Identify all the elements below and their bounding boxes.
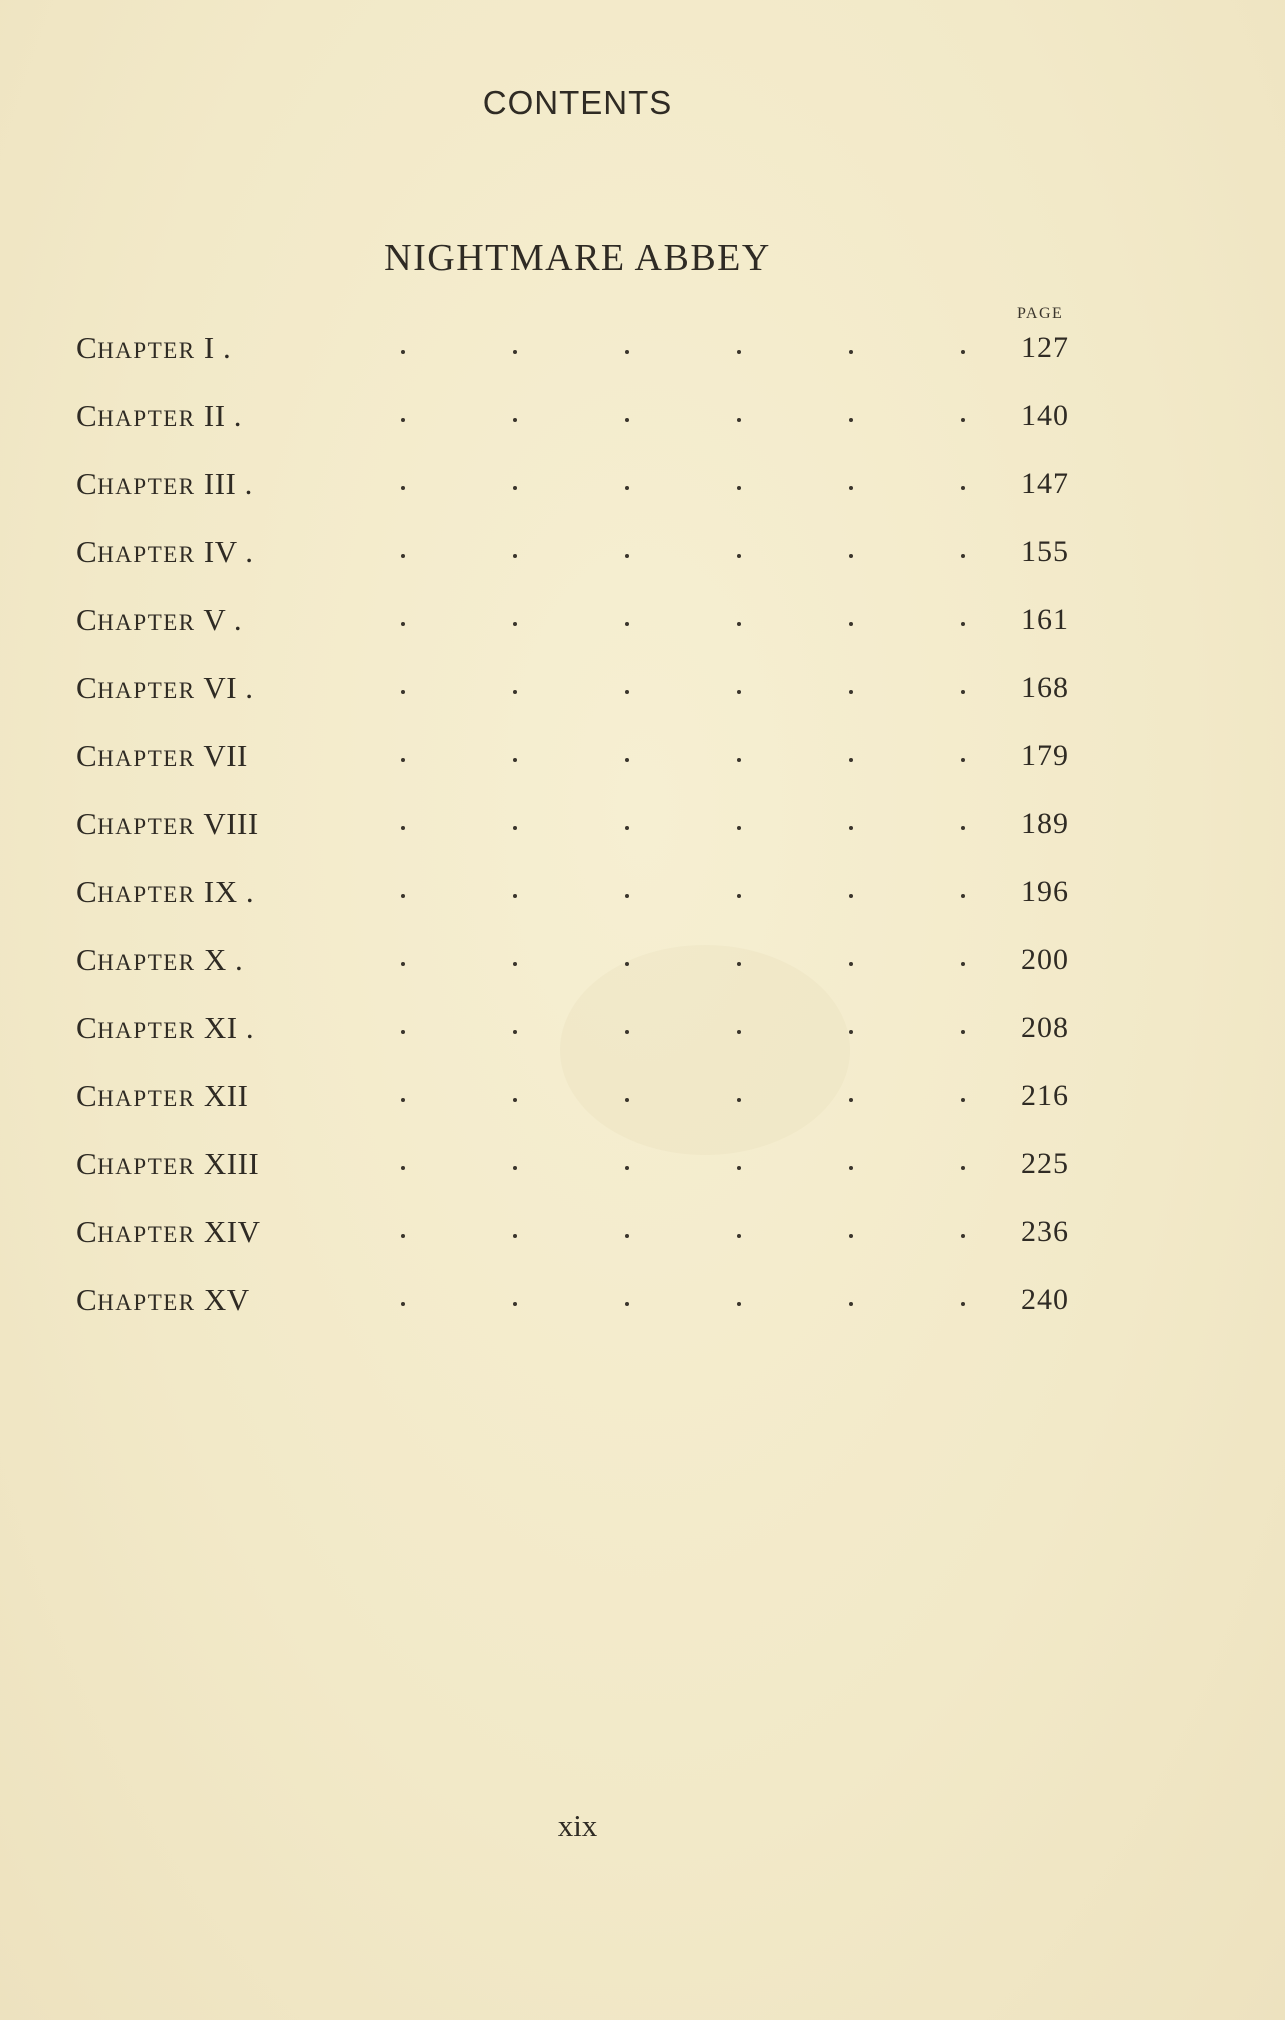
chapter-label-initial: C <box>76 738 98 773</box>
chapter-label-initial: C <box>76 1214 98 1249</box>
leader-dot <box>849 418 853 422</box>
leader-dot <box>961 1234 965 1238</box>
toc-entry <box>76 394 1076 462</box>
leader-dot <box>513 962 517 966</box>
leader-dot <box>625 1302 629 1306</box>
table-of-contents <box>76 326 1076 1346</box>
leader-dot <box>737 758 741 762</box>
leader-dot <box>961 690 965 694</box>
leader-dots <box>401 326 961 370</box>
leader-dot <box>625 1030 629 1034</box>
leader-dot <box>737 690 741 694</box>
chapter-label-smallcaps: HAPTER <box>97 1290 196 1315</box>
leader-dot <box>737 962 741 966</box>
toc-entry <box>76 462 1076 530</box>
chapter-label-initial: C <box>76 466 98 501</box>
leader-dot <box>625 1234 629 1238</box>
chapter-label <box>76 1142 259 1189</box>
leader-dots <box>401 1142 961 1186</box>
chapter-label-smallcaps: HAPTER <box>97 1222 196 1247</box>
page-folio: xix <box>557 1808 598 1843</box>
leader-dot <box>513 554 517 558</box>
leader-dot <box>401 1030 405 1034</box>
chapter-label-initial: C <box>76 534 98 569</box>
chapter-label-initial: C <box>76 670 98 705</box>
chapter-label-initial: C <box>76 1146 98 1181</box>
page-number: 236 <box>1021 1215 1069 1248</box>
chapter-label-smallcaps: HAPTER <box>97 1018 196 1043</box>
leader-dot <box>625 622 629 626</box>
chapter-numeral: IX . <box>203 874 255 909</box>
leader-dot <box>849 826 853 830</box>
toc-entry <box>76 530 1076 598</box>
leader-dot <box>737 1030 741 1034</box>
leader-dot <box>513 1302 517 1306</box>
leader-dot <box>961 894 965 898</box>
page-number: 161 <box>1021 603 1069 636</box>
page-number: 179 <box>1021 739 1069 772</box>
leader-dot <box>401 1098 405 1102</box>
toc-entry <box>76 734 1076 802</box>
chapter-label-initial: C <box>76 602 98 637</box>
leader-dots <box>401 1210 961 1254</box>
section-title: NIGHTMARE ABBEY <box>384 237 771 279</box>
leader-dot <box>849 690 853 694</box>
toc-entry <box>76 666 1076 734</box>
leader-dot <box>513 622 517 626</box>
chapter-label <box>76 1006 254 1053</box>
leader-dots <box>401 1074 961 1118</box>
chapter-label-initial: C <box>76 1078 98 1113</box>
leader-dot <box>513 418 517 422</box>
leader-dot <box>401 690 405 694</box>
chapter-numeral: IV . <box>203 534 254 569</box>
chapter-label-smallcaps: HAPTER <box>97 1154 196 1179</box>
leader-dot <box>737 350 741 354</box>
leader-dots <box>401 802 961 846</box>
chapter-label <box>76 326 231 373</box>
chapter-label <box>76 802 259 849</box>
leader-dot <box>849 350 853 354</box>
leader-dots <box>401 598 961 642</box>
leader-dot <box>513 486 517 490</box>
chapter-numeral: II . <box>203 398 243 433</box>
page-number: 189 <box>1021 807 1069 840</box>
chapter-numeral: X . <box>203 942 244 977</box>
running-head: CONTENTS <box>482 84 673 121</box>
chapter-numeral: XI . <box>203 1010 255 1045</box>
toc-entry <box>76 1074 1076 1142</box>
toc-entry <box>76 598 1076 666</box>
chapter-numeral: XII <box>203 1078 249 1113</box>
leader-dot <box>401 758 405 762</box>
chapter-label-smallcaps: HAPTER <box>97 338 196 363</box>
chapter-numeral: I . <box>203 330 232 365</box>
leader-dot <box>513 894 517 898</box>
leader-dots <box>401 938 961 982</box>
page-number: 216 <box>1021 1079 1069 1112</box>
page-column-label: PAGE <box>1017 305 1064 322</box>
leader-dot <box>737 826 741 830</box>
page-number: 155 <box>1021 535 1069 568</box>
chapter-label-initial: C <box>76 1010 98 1045</box>
page-number: 200 <box>1021 943 1069 976</box>
page-number: 225 <box>1021 1147 1069 1180</box>
chapter-label <box>76 938 243 985</box>
leader-dot <box>625 350 629 354</box>
chapter-numeral: VIII <box>203 806 259 841</box>
leader-dot <box>401 554 405 558</box>
leader-dot <box>625 486 629 490</box>
leader-dot <box>737 1302 741 1306</box>
leader-dot <box>513 1166 517 1170</box>
toc-entry <box>76 1278 1076 1346</box>
chapter-label-initial: C <box>76 874 98 909</box>
leader-dot <box>961 758 965 762</box>
chapter-numeral: XV <box>203 1282 250 1317</box>
chapter-label-initial: C <box>76 942 98 977</box>
leader-dot <box>737 1234 741 1238</box>
leader-dots <box>401 530 961 574</box>
chapter-numeral: VII <box>203 738 248 773</box>
leader-dot <box>401 1166 405 1170</box>
leader-dot <box>849 1030 853 1034</box>
page-number: 140 <box>1021 399 1069 432</box>
chapter-label <box>76 870 254 917</box>
leader-dots <box>401 462 961 506</box>
leader-dot <box>849 758 853 762</box>
chapter-numeral: VI . <box>203 670 254 705</box>
leader-dot <box>625 962 629 966</box>
chapter-numeral: V . <box>203 602 243 637</box>
leader-dot <box>961 1098 965 1102</box>
chapter-label-smallcaps: HAPTER <box>97 746 196 771</box>
leader-dot <box>513 690 517 694</box>
chapter-label <box>76 462 253 509</box>
leader-dot <box>849 486 853 490</box>
leader-dot <box>625 1166 629 1170</box>
page-number: 168 <box>1021 671 1069 704</box>
chapter-label <box>76 1210 261 1257</box>
leader-dot <box>737 554 741 558</box>
leader-dots <box>401 734 961 778</box>
page-number: 127 <box>1021 331 1069 364</box>
chapter-numeral: III . <box>203 466 253 501</box>
leader-dot <box>401 486 405 490</box>
leader-dot <box>625 554 629 558</box>
page-number: 147 <box>1021 467 1069 500</box>
chapter-label-initial: C <box>76 330 98 365</box>
chapter-label-smallcaps: HAPTER <box>97 950 196 975</box>
leader-dot <box>401 350 405 354</box>
chapter-label-smallcaps: HAPTER <box>97 1086 196 1111</box>
leader-dot <box>961 1166 965 1170</box>
leader-dot <box>961 350 965 354</box>
chapter-label-initial: C <box>76 806 98 841</box>
toc-entry <box>76 1210 1076 1278</box>
toc-entry <box>76 938 1076 1006</box>
leader-dot <box>961 554 965 558</box>
leader-dot <box>401 894 405 898</box>
page-number: 240 <box>1021 1283 1069 1316</box>
chapter-label <box>76 666 254 713</box>
leader-dot <box>961 826 965 830</box>
toc-entry <box>76 1006 1076 1074</box>
chapter-numeral: XIV <box>203 1214 261 1249</box>
chapter-label <box>76 1278 250 1325</box>
leader-dot <box>513 1098 517 1102</box>
leader-dot <box>625 418 629 422</box>
leader-dot <box>737 418 741 422</box>
leader-dot <box>401 826 405 830</box>
leader-dot <box>401 1302 405 1306</box>
page-number: 208 <box>1021 1011 1069 1044</box>
chapter-label <box>76 734 248 781</box>
leader-dot <box>737 486 741 490</box>
leader-dots <box>401 1006 961 1050</box>
leader-dot <box>961 962 965 966</box>
leader-dot <box>737 1098 741 1102</box>
toc-entry <box>76 870 1076 938</box>
leader-dot <box>849 1098 853 1102</box>
chapter-label <box>76 530 254 577</box>
leader-dot <box>961 622 965 626</box>
chapter-label <box>76 394 242 441</box>
leader-dots <box>401 870 961 914</box>
leader-dot <box>961 486 965 490</box>
chapter-label-initial: C <box>76 398 98 433</box>
leader-dot <box>849 622 853 626</box>
leader-dot <box>849 554 853 558</box>
chapter-label-smallcaps: HAPTER <box>97 678 196 703</box>
leader-dot <box>401 622 405 626</box>
leader-dot <box>401 1234 405 1238</box>
leader-dots <box>401 666 961 710</box>
chapter-label-smallcaps: HAPTER <box>97 610 196 635</box>
leader-dot <box>849 1166 853 1170</box>
chapter-label-initial: C <box>76 1282 98 1317</box>
toc-entry <box>76 1142 1076 1210</box>
chapter-label-smallcaps: HAPTER <box>97 814 196 839</box>
leader-dot <box>849 1234 853 1238</box>
leader-dots <box>401 394 961 438</box>
chapter-label-smallcaps: HAPTER <box>97 474 196 499</box>
chapter-label <box>76 1074 248 1121</box>
leader-dot <box>513 350 517 354</box>
toc-entry <box>76 326 1076 394</box>
leader-dot <box>625 826 629 830</box>
leader-dots <box>401 1278 961 1322</box>
leader-dot <box>849 962 853 966</box>
leader-dot <box>849 1302 853 1306</box>
leader-dot <box>513 1234 517 1238</box>
chapter-label-smallcaps: HAPTER <box>97 406 196 431</box>
chapter-label <box>76 598 242 645</box>
leader-dot <box>513 1030 517 1034</box>
leader-dot <box>625 690 629 694</box>
chapter-numeral: XIII <box>203 1146 260 1181</box>
leader-dot <box>961 1302 965 1306</box>
leader-dot <box>737 622 741 626</box>
leader-dot <box>513 758 517 762</box>
chapter-label-smallcaps: HAPTER <box>97 542 196 567</box>
leader-dot <box>737 1166 741 1170</box>
leader-dot <box>401 418 405 422</box>
leader-dot <box>961 1030 965 1034</box>
chapter-label-smallcaps: HAPTER <box>97 882 196 907</box>
leader-dot <box>401 962 405 966</box>
leader-dot <box>625 758 629 762</box>
leader-dot <box>625 1098 629 1102</box>
page-number: 196 <box>1021 875 1069 908</box>
leader-dot <box>849 894 853 898</box>
toc-entry <box>76 802 1076 870</box>
leader-dot <box>513 826 517 830</box>
leader-dot <box>625 894 629 898</box>
leader-dot <box>737 894 741 898</box>
leader-dot <box>961 418 965 422</box>
